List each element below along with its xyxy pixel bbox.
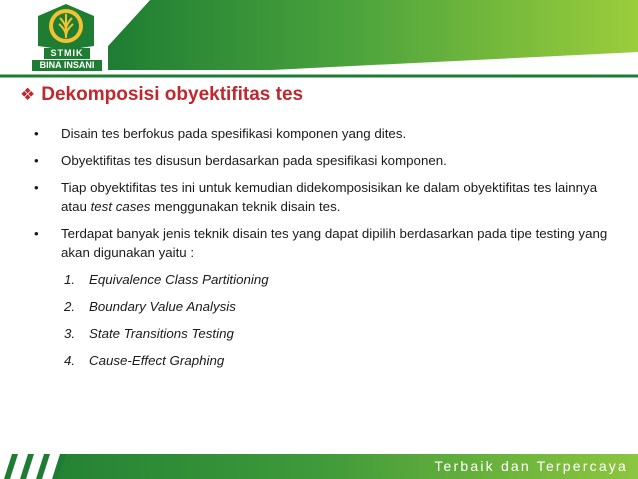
technique-item <box>34 324 614 343</box>
heading-text: Dekomposisi obyektifitas tes <box>41 84 304 105</box>
logo-text <box>32 48 102 71</box>
technique-text: Boundary Value Analysis <box>89 299 236 314</box>
technique-item <box>34 351 614 370</box>
bullet-text-post: menggunakan teknik disain tes. <box>150 199 341 214</box>
bullet-dot: • <box>34 180 39 195</box>
technique-item <box>34 297 614 316</box>
technique-number: 2. <box>64 299 76 314</box>
logo-line1: STMIK <box>44 48 90 59</box>
bullet-dot: • <box>34 153 39 168</box>
footer-tagline: Terbaik dan Terpercaya <box>434 458 628 474</box>
technique-number: 1. <box>64 272 76 287</box>
section-heading <box>20 84 303 106</box>
bullet-dot: • <box>34 126 39 141</box>
logo-line2: BINA INSANI <box>32 60 102 71</box>
diamond-bullet-icon: ❖ <box>20 85 36 104</box>
bullet-text-italic: test cases <box>90 199 151 214</box>
technique-text: Cause-Effect Graphing <box>89 353 225 368</box>
bullet-item <box>34 151 614 170</box>
bullet-dot: • <box>34 226 39 241</box>
technique-item <box>34 270 614 289</box>
bullet-text: Terdapat banyak jenis teknik disain tes yang dapat dipilih berdasarkan pada tipe testing yang akan digunakan yaitu : <box>61 226 608 260</box>
technique-text: State Transitions Testing <box>89 326 234 341</box>
bullet-item <box>34 124 614 143</box>
content-body <box>34 124 614 378</box>
bullet-item <box>34 178 614 216</box>
technique-number: 3. <box>64 326 76 341</box>
technique-text: Equivalence Class Partitioning <box>89 272 269 287</box>
bullet-text: Obyektifitas tes disusun berdasarkan pada spesifikasi komponen. <box>61 153 447 168</box>
bullet-item <box>34 224 614 262</box>
bullet-text: Disain tes berfokus pada spesifikasi komponen yang dites. <box>61 126 407 141</box>
bullet-text-pre: Tiap obyektifitas tes ini untuk kemudian didekomposisikan ke dalam obyektifitas tes lainnya atau <box>61 180 598 214</box>
technique-number: 4. <box>64 353 76 368</box>
